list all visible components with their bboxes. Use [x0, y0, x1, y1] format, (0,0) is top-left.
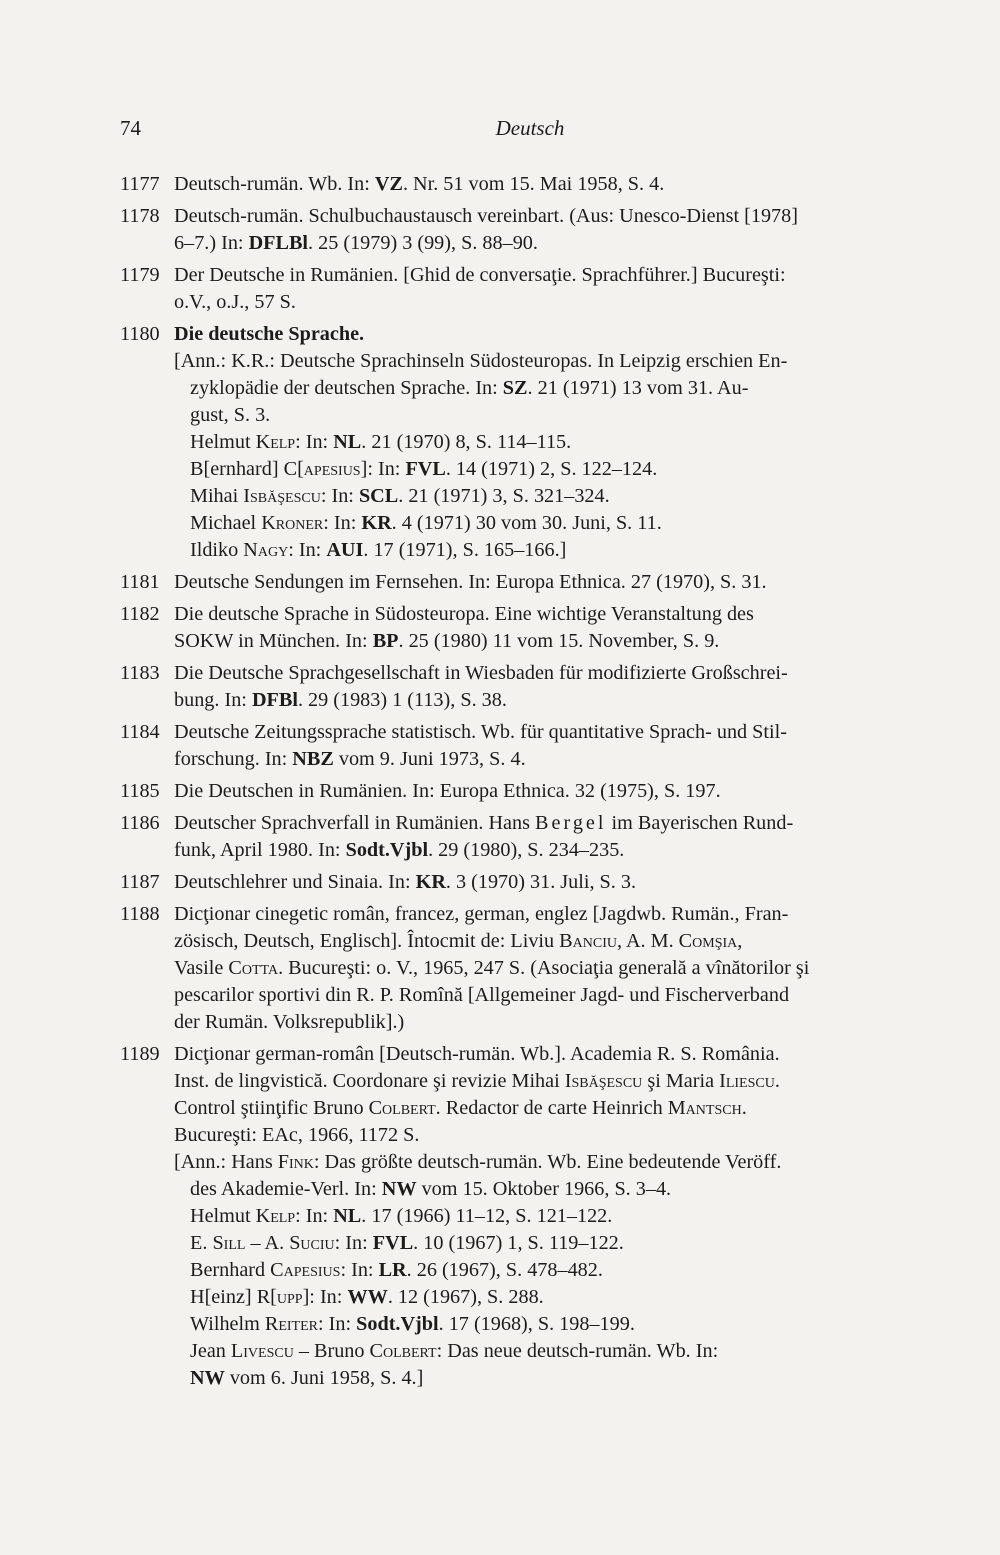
page-header — [120, 116, 940, 152]
entry-number: 1179 — [120, 264, 160, 286]
entry-1188 — [120, 901, 942, 1036]
entry-text: Deutsche Zeitungssprache statistisch. Wb. für quantitative Sprach- und Stil- forschung. In: NBZ vom 9. Juni 1973, S. 4. — [174, 721, 787, 770]
entry-1178 — [120, 203, 942, 257]
entry-text: Dicţionar cinegetic român, francez, german, englez [Jagdwb. Rumän., Fran- zösisch, Deutsch, Englisch]. Întocmit de: Liviu Banciu, A. M. Comşia, Vasile Cotta. Bucureşti: o. V., 1965, 247 S. (Asociaţia generală a vînătorilor şi pescarilor sportivi din R. P. Romînă [Allgemeiner Jagd- und Fischerverband der Rumän. Volksrepublik].) — [174, 903, 810, 1033]
entry-1177 — [120, 171, 942, 198]
entry-text: Deutsche Sendungen im Fernsehen. In: Europa Ethnica. 27 (1970), S. 31. — [174, 571, 767, 593]
entry-number: 1187 — [120, 871, 160, 893]
entry-number: 1184 — [120, 721, 160, 743]
page-number: 74 — [120, 116, 141, 140]
entry-number: 1186 — [120, 812, 160, 834]
entry-text: Die Deutschen in Rumänien. In: Europa Ethnica. 32 (1975), S. 197. — [174, 780, 721, 802]
entry-number: 1189 — [120, 1043, 160, 1065]
entry-1186 — [120, 810, 942, 864]
entry-number: 1188 — [120, 903, 160, 925]
bibliography-list — [120, 171, 942, 1397]
entry-number: 1178 — [120, 205, 160, 227]
entry-text: Deutscher Sprachverfall in Rumänien. Hans Bergel im Bayerischen Rund- funk, April 1980. In: Sodt.Vjbl. 29 (1980), S. 234–235. — [174, 812, 794, 861]
entry-1180 — [120, 321, 942, 564]
entry-number: 1177 — [120, 173, 160, 195]
entry-text: Deutschlehrer und Sinaia. In: KR. 3 (1970) 31. Juli, S. 3. — [174, 871, 637, 893]
entry-text: Die deutsche Sprache. [Ann.: K.R.: Deutsche Sprachinseln Südosteuropas. In Leipzig erschien En- zyklopädie der deutschen Sprache. In: SZ. 21 (1971) 13 vom 31. Au- gust, S. 3. Helmut Kelp: In: NL. 21 (1970) 8, S. 114–115. B[ernhard] C[apesius]: In: FVL. 14 (1971) 2, S. 122–124. Mihai Isbăşescu: In: SCL. 21 (1971) 3, S. 321–324. Michael Kroner: In: KR. 4 (1971) 30 vom 30. Juni, S. 11. Ildiko Nagy: In: AUI. 17 (1971), S. 165–166.] — [174, 321, 942, 564]
entry-title: Die deutsche Sprache. — [174, 323, 365, 345]
entry-number: 1182 — [120, 603, 160, 625]
entry-1185 — [120, 778, 942, 805]
entry-number: 1185 — [120, 780, 160, 802]
entry-number: 1181 — [120, 571, 160, 593]
entry-1184 — [120, 719, 942, 773]
entry-text: Der Deutsche in Rumänien. [Ghid de conversaţie. Sprachführer.] Bucureşti: o.V., o.J., 57 S. — [174, 264, 786, 313]
entry-text: Dicţionar german-român [Deutsch-rumän. Wb.]. Academia R. S. România. Inst. de lingvistică. Coordonare şi revizie Mihai Isbăşescu şi Maria Iliescu. Control ştiinţific Bruno Colbert. Redactor de carte Heinrich Mantsch. Bucureşti: EAc, 1966, 1172 S. [Ann.: Hans Fink: Das größte deutsch-rumän. Wb. Eine bedeutende Veröff. des Akademie-Verl. In: NW vom 15. Oktober 1966, S. 3–4. Helmut Kelp: In: NL. 17 (1966) 11–12, S. 121–122. E. Sill – A. Suciu: In: FVL. 10 (1967) 1, S. 119–122. Bernhard Capesius: In: LR. 26 (1967), S. 478–482. H[einz] R[upp]: In: WW. 12 (1967), S. 288. Wilhelm Reiter: In: Sodt.Vjbl. 17 (1968), S. 198–199. Jean Livescu – Bruno Colbert: Das neue deutsch-rumän. Wb. In: NW vom 6. Juni 1958, S. 4.] — [174, 1043, 782, 1389]
running-head: Deutsch — [495, 116, 565, 140]
entry-1182 — [120, 601, 942, 655]
entry-1187 — [120, 869, 942, 896]
entry-text: Die Deutsche Sprachgesellschaft in Wiesbaden für modifizierte Großschrei- bung. In: DFBl. 29 (1983) 1 (113), S. 38. — [174, 662, 788, 711]
entry-1181 — [120, 569, 942, 596]
entry-1189 — [120, 1041, 942, 1392]
entry-text: Deutsch-rumän. Schulbuchaustausch vereinbart. (Aus: Unesco-Dienst [1978] 6–7.) In: DFLBl. 25 (1979) 3 (99), S. 88–90. — [174, 205, 798, 254]
entry-1183 — [120, 660, 942, 714]
entry-1179 — [120, 262, 942, 316]
entry-number: 1183 — [120, 662, 160, 684]
entry-text: Deutsch-rumän. Wb. In: VZ. Nr. 51 vom 15. Mai 1958, S. 4. — [174, 173, 665, 195]
entry-number: 1180 — [120, 323, 160, 345]
entry-text: Die deutsche Sprache in Südosteuropa. Eine wichtige Veranstaltung des SOKW in München. In: BP. 25 (1980) 11 vom 15. November, S. 9. — [174, 603, 754, 652]
